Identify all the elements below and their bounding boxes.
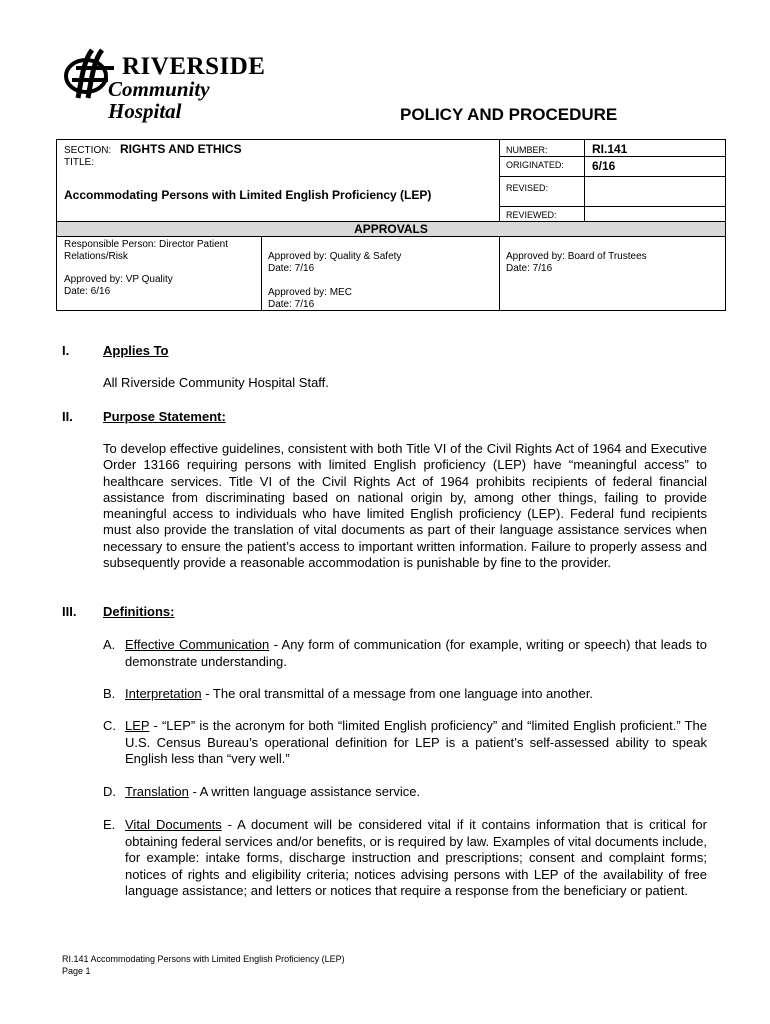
logo-line1: RIVERSIDE	[122, 53, 266, 80]
definition-item	[103, 637, 707, 670]
section-3-title: Definitions:	[103, 604, 175, 619]
definition-term: LEP	[125, 718, 150, 733]
definition-item	[103, 817, 707, 900]
approvals-heading: APPROVALS	[57, 221, 725, 237]
definition-text: - A written language assistance service.	[188, 784, 421, 799]
definition-text: - Any form of communication (for example, writing or speech) that leads to demonstrate understanding.	[125, 637, 707, 669]
title-label: TITLE:	[64, 157, 95, 168]
approval-quality-safety: Approved by: Quality & Safety	[268, 251, 402, 262]
definition-term: Interpretation	[125, 686, 202, 701]
definition-letter: E.	[103, 817, 116, 832]
definition-letter: C.	[103, 718, 116, 733]
definition-text: - “LEP” is the acronym for both “limited English proficiency” and “limited English proficient.” The U.S. Census Bureau’s operational definition for LEP is a patient’s self-assessed ability to speak English less than “very well.”	[125, 718, 707, 766]
number-label: NUMBER:	[506, 145, 548, 155]
approval-quality-date: Date: 7/16	[268, 263, 315, 274]
section-3-number: III.	[62, 604, 77, 619]
section-label: SECTION:	[64, 145, 112, 156]
logo-line2: Community Hospital	[108, 77, 210, 123]
section-2-text: To develop effective guidelines, consistent with both Title VI of the Civil Rights Act of 1964 and Executive Order 13166 requiring persons with limited English proficiency (LEP) have “meaningful access” to healthcare services. Title VI of the Civil Rights Act of 1964 prohibits recipients of federal financial assistance from discriminating based on national origin by, among other things, failing to provide meaningful access to individuals who have limited English proficiency (LEP). Federal fund recipients must also provide the translation of vital documents as part of their language assistance services when necessary to ensure the patient’s access to important written information. Failure to properly assess and subsequently provide a reasonable accommodation is punishable by fine to the provider.	[103, 441, 707, 571]
definition-term: Translation	[125, 784, 189, 799]
hospital-logo	[62, 44, 266, 123]
originated-value: 6/16	[592, 159, 616, 173]
approval-board: Approved by: Board of Trustees	[506, 251, 647, 262]
definition-text: - The oral transmittal of a message from one language into another.	[201, 686, 594, 701]
originated-label: ORIGINATED:	[506, 160, 564, 170]
policy-header-table	[56, 139, 726, 311]
title-value: Accommodating Persons with Limited English Proficiency (LEP)	[64, 188, 432, 202]
section-2-title: Purpose Statement:	[103, 409, 226, 424]
definition-letter: A.	[103, 637, 116, 652]
page-footer	[62, 953, 345, 977]
approval-responsible-2: Relations/Risk	[64, 251, 128, 262]
approval-vp-date: Date: 6/16	[64, 286, 111, 297]
approval-board-date: Date: 7/16	[506, 263, 553, 274]
definition-term: Effective Communication	[125, 637, 270, 652]
definition-item	[103, 784, 707, 801]
reviewed-label: REVIEWED:	[506, 210, 557, 220]
number-value: RI.141	[592, 142, 628, 156]
approval-vp-quality: Approved by: VP Quality	[64, 274, 173, 285]
definition-letter: D.	[103, 784, 116, 799]
footer-doc-title: RI.141 Accommodating Persons with Limited English Proficiency (LEP)	[62, 954, 345, 964]
approval-mec: Approved by: MEC	[268, 287, 352, 298]
definition-term: Vital Documents	[125, 817, 222, 832]
section-value: RIGHTS AND ETHICS	[120, 142, 242, 156]
definition-letter: B.	[103, 686, 116, 701]
section-1-number: I.	[62, 343, 70, 358]
footer-page-number: Page 1	[62, 966, 91, 976]
document-title: POLICY AND PROCEDURE	[400, 105, 618, 124]
approval-mec-date: Date: 7/16	[268, 299, 315, 310]
definition-text: - A document will be considered vital if it contains information that is critical for obtaining federal services and/or benefits, or is required by law. Examples of vital documents include, for example: intake forms, discharge instruction and prescriptions; consent and complaint forms; notices of rights and eligibility criteria; notices advising persons with LEP of the availability of free language assistance; and letters or notices that require a response from the beneficiary or patient.	[125, 817, 707, 898]
definition-item	[103, 718, 707, 768]
definition-item	[103, 686, 707, 703]
section-1-text: All Riverside Community Hospital Staff.	[103, 375, 329, 390]
revised-label: REVISED:	[506, 183, 549, 193]
section-2-number: II.	[62, 409, 73, 424]
approval-responsible-1: Responsible Person: Director Patient	[64, 239, 228, 250]
section-1-title: Applies To	[103, 343, 169, 358]
